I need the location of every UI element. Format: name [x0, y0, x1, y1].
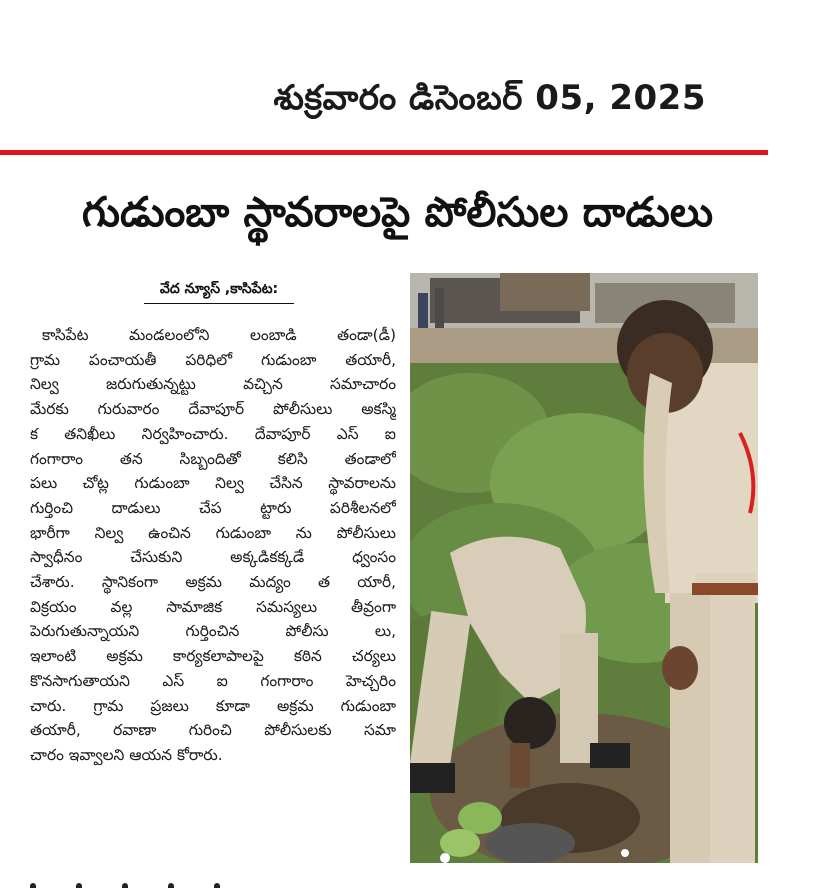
body-line: గ్రామ పంచాయతీ పరిధిలో గుడుంబా తయారీ,	[30, 350, 396, 369]
body-line: గంగారాం తన సిబ్బందితో కలిసి తండాలో	[30, 449, 396, 468]
body-line: భారీగా నిల్వ ఉంచిన గుడుంబా ను పోలీసులు	[30, 523, 396, 542]
article-photo	[410, 273, 758, 863]
body-line: పలు చోట్ల గుడుంబా నిల్వ చేసిన స్థావరాలను	[30, 474, 396, 493]
article-byline: వేద న్యూస్ ,కాసిపేట:	[144, 281, 294, 304]
body-line: ఇలాంటి అక్రమ కార్యకలాపాలపై కఠిన చర్యలు	[30, 647, 396, 666]
body-line: విక్రయం వల్ల సామాజిక సమస్యలు తీవ్రంగా	[30, 597, 396, 616]
police-raid-photo	[410, 273, 758, 863]
body-line: గుర్తించి దాడులు చేప ట్టారు పరిశీలనలో	[30, 498, 396, 517]
body-line: స్వాధీనం చేసుకుని అక్కడికక్కడే ధ్వంసం	[30, 548, 396, 567]
article-body	[30, 323, 396, 768]
body-line: చారు. గ్రామ ప్రజలు కూడా అక్రమ గుడుంబా	[30, 696, 396, 715]
body-line: తయారీ, రవాణా గురించి పోలీసులకు సమా	[30, 721, 396, 740]
body-line: కాసిపేట మండలంలోని లంబాడి తండా(డీ)	[42, 326, 396, 344]
publication-date: శుక్రవారం డిసెంబర్ 05, 2025	[273, 78, 706, 118]
article-headline: గుడుంబా స్థావరాలపై పోలీసుల దాడులు	[81, 188, 714, 236]
body-line: మేరకు గురువారం దేవాపూర్ పోలీసులు అకస్మి	[30, 400, 396, 419]
body-line: చారం ఇవ్వాలని ఆయన కోరారు.	[30, 745, 223, 764]
next-article-cut-off	[30, 878, 330, 888]
body-line: పెరుగుతున్నాయని గుర్తించిన పోలీసు లు,	[30, 622, 396, 641]
header-divider	[0, 150, 768, 155]
body-line: క తనిఖీలు నిర్వహించారు. దేవాపూర్ ఎస్ ఐ	[30, 424, 396, 443]
body-line: కొనసాగుతాయని ఎస్ ఐ గంగారాం హెచ్చరిం	[30, 671, 396, 690]
body-line: చేశారు. స్థానికంగా అక్రమ మద్యం త యారీ,	[30, 573, 396, 592]
body-line: నిల్వ జరుగుతున్నట్టు వచ్చిన సమాచారం	[30, 375, 396, 394]
